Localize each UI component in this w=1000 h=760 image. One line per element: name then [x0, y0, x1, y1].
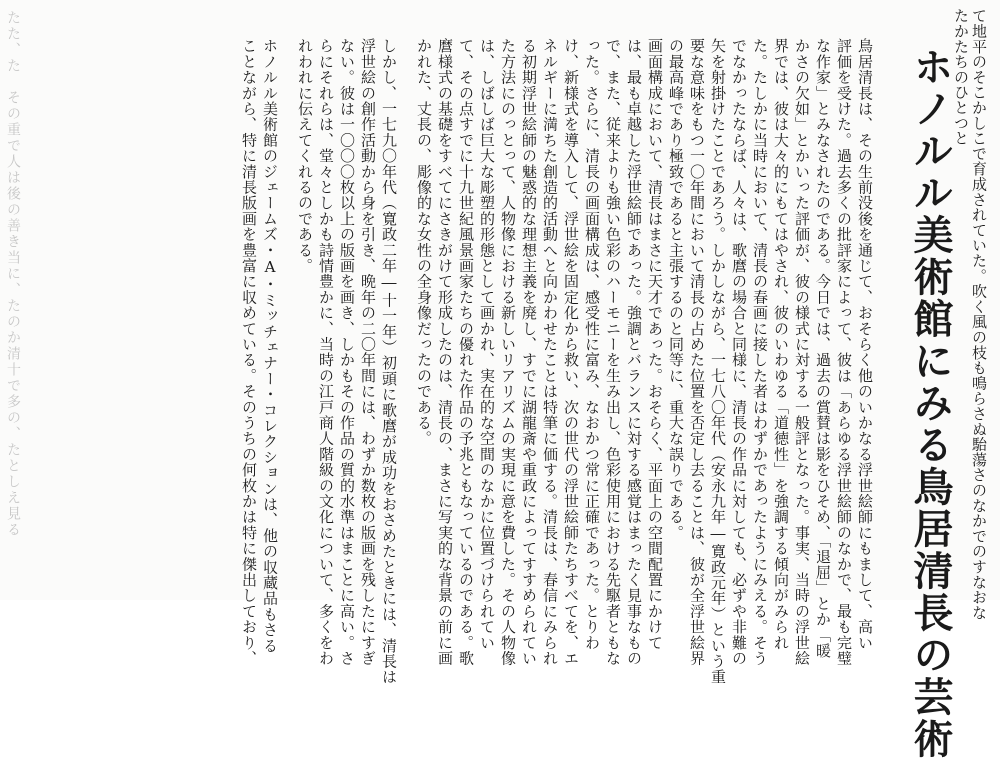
body-column: しかし、一七九〇年代（寛政二年―十一年）初頭に歌麿が成功をおさめたときには、清長は: [380, 38, 398, 685]
body-column: な作家」とみなされたのである。今日では、過去の賞賛は影をひそめ、「退屈」とか「暖: [814, 38, 832, 659]
body-column: ない。彼は一〇〇〇枚以上の版画を画き、しかもその作品の質的水準はまことに高い。さ: [338, 38, 356, 666]
body-column: て、その点すでに十九世紀風景画家たちの優れた作品の予兆ともなっているのである。歌: [457, 38, 475, 666]
body-column: 麿様式の基礎をすべてにさきがけて形成したのは、清長の、まさに写実的な背景の前に画: [436, 38, 454, 666]
body-column: は、しばしば巨大な彫塑的形態として画かれ、実在的な空間のなかに位置づけられてい: [478, 38, 496, 651]
body-column: でなかったならば、人々は、歌麿の場合と同様に、清長の作品に対しても、必ずや非難の: [730, 38, 748, 666]
body-column: かさの欠如」とかいった評価が、彼の様式に対する一般評となった。事実、当時の浮世絵: [793, 38, 811, 666]
body-column: 評価を受けた。過去多くの批評家によって、彼は「あらゆる浮世絵師のなかで、最も完璧: [835, 38, 853, 666]
preface-column-2: たかたちのひとつと: [952, 8, 970, 146]
body-column: 界では、彼は大々的にもてはやされ、彼のいわゆる「道徳性」を強調する傾向がみられ: [772, 38, 790, 651]
body-column: る初期浮世絵師の魅惑的な理想主義を廃し、すでに湖龍斎や重政によってすすめられてい: [520, 38, 538, 666]
body-column: らにそれらは、堂々としかも詩情豊かに、当時の江戸商人階級の文化について、多くをわ: [317, 38, 335, 666]
body-column: れわれに伝えてくれるのである。: [296, 38, 314, 274]
body-column: ことながら、特に清長版画を豊富に収めている。そのうちの何枚かは特に傑出しており、: [240, 38, 258, 666]
preface-column-1: て地平のそこかしこで育成されていた。吹く風の枝も鳴らさぬ駘蕩さのなかでのすなおな: [970, 8, 988, 620]
body-column: 矢を射掛けたことであろう。しかしながら、一七八〇年代（安永九年―寛政元年）という重: [709, 38, 727, 685]
body-column: 画面構成において、清長はまさに天才であった。おそらく、平面上の空間配置にかけて: [646, 38, 664, 651]
body-column: は、最も卓越した浮世絵師であった。強調とバランスに対する感覚はまったく見事なもの: [625, 38, 643, 666]
body-column: った。さらに、清長の画面構成は、感受性に富み、なおかつ常に正確であった。とりわ: [583, 38, 601, 651]
article-title: ホノルル美術館にみる鳥居清長の芸術: [907, 46, 954, 760]
body-column: け、新様式を導入して、浮世絵を固定化から救い、次の世代の浮世絵師たちすべてを、エ: [562, 38, 580, 666]
body-column: かれた、丈長の、彫像的な女性の全身像だったのである。: [415, 38, 433, 447]
body-column: 要な意味をもつ一〇年間において清長の占めた位置を否定し去ることは、彼が全浮世絵界: [688, 38, 706, 666]
body-column: 鳥居清長は、その生前没後を通じて、おそらく他のいかなる浮世絵師にもまして、高い: [856, 38, 874, 651]
body-column: た方法にのっとって、人物像における新しいリアリズムの実現に意を費した。その人物像: [499, 38, 517, 666]
body-column: ネルギーに満ちた創造的活動へと向かわせたことは特筆に価する。清長は、春信にみられ: [541, 38, 559, 666]
body-column: た。たしかに当時において、清長の春画に接した者はわずかであったようにみえる。そう: [751, 38, 769, 666]
show-through-text: たた、た その重で人は後の善き当に、たのか清十で多の、たとしえ見る: [5, 10, 21, 538]
body-column: ホノルル美術館のジェームズ・A・ミッチェナー・コレクションは、他の収蔵品もさる: [261, 38, 279, 654]
body-column: で、また、従来よりも強い色彩のハーモニーを生み出し、色彩使用における先駆者ともな: [604, 38, 622, 666]
body-column: 浮世絵の創作活動から身を引き、晩年の二〇年間には、わずか数枚の版画を残したにすぎ: [359, 38, 377, 666]
body-column: の最高峰であり極致であると主張するのと同等に、重大な誤りである。: [667, 38, 685, 541]
